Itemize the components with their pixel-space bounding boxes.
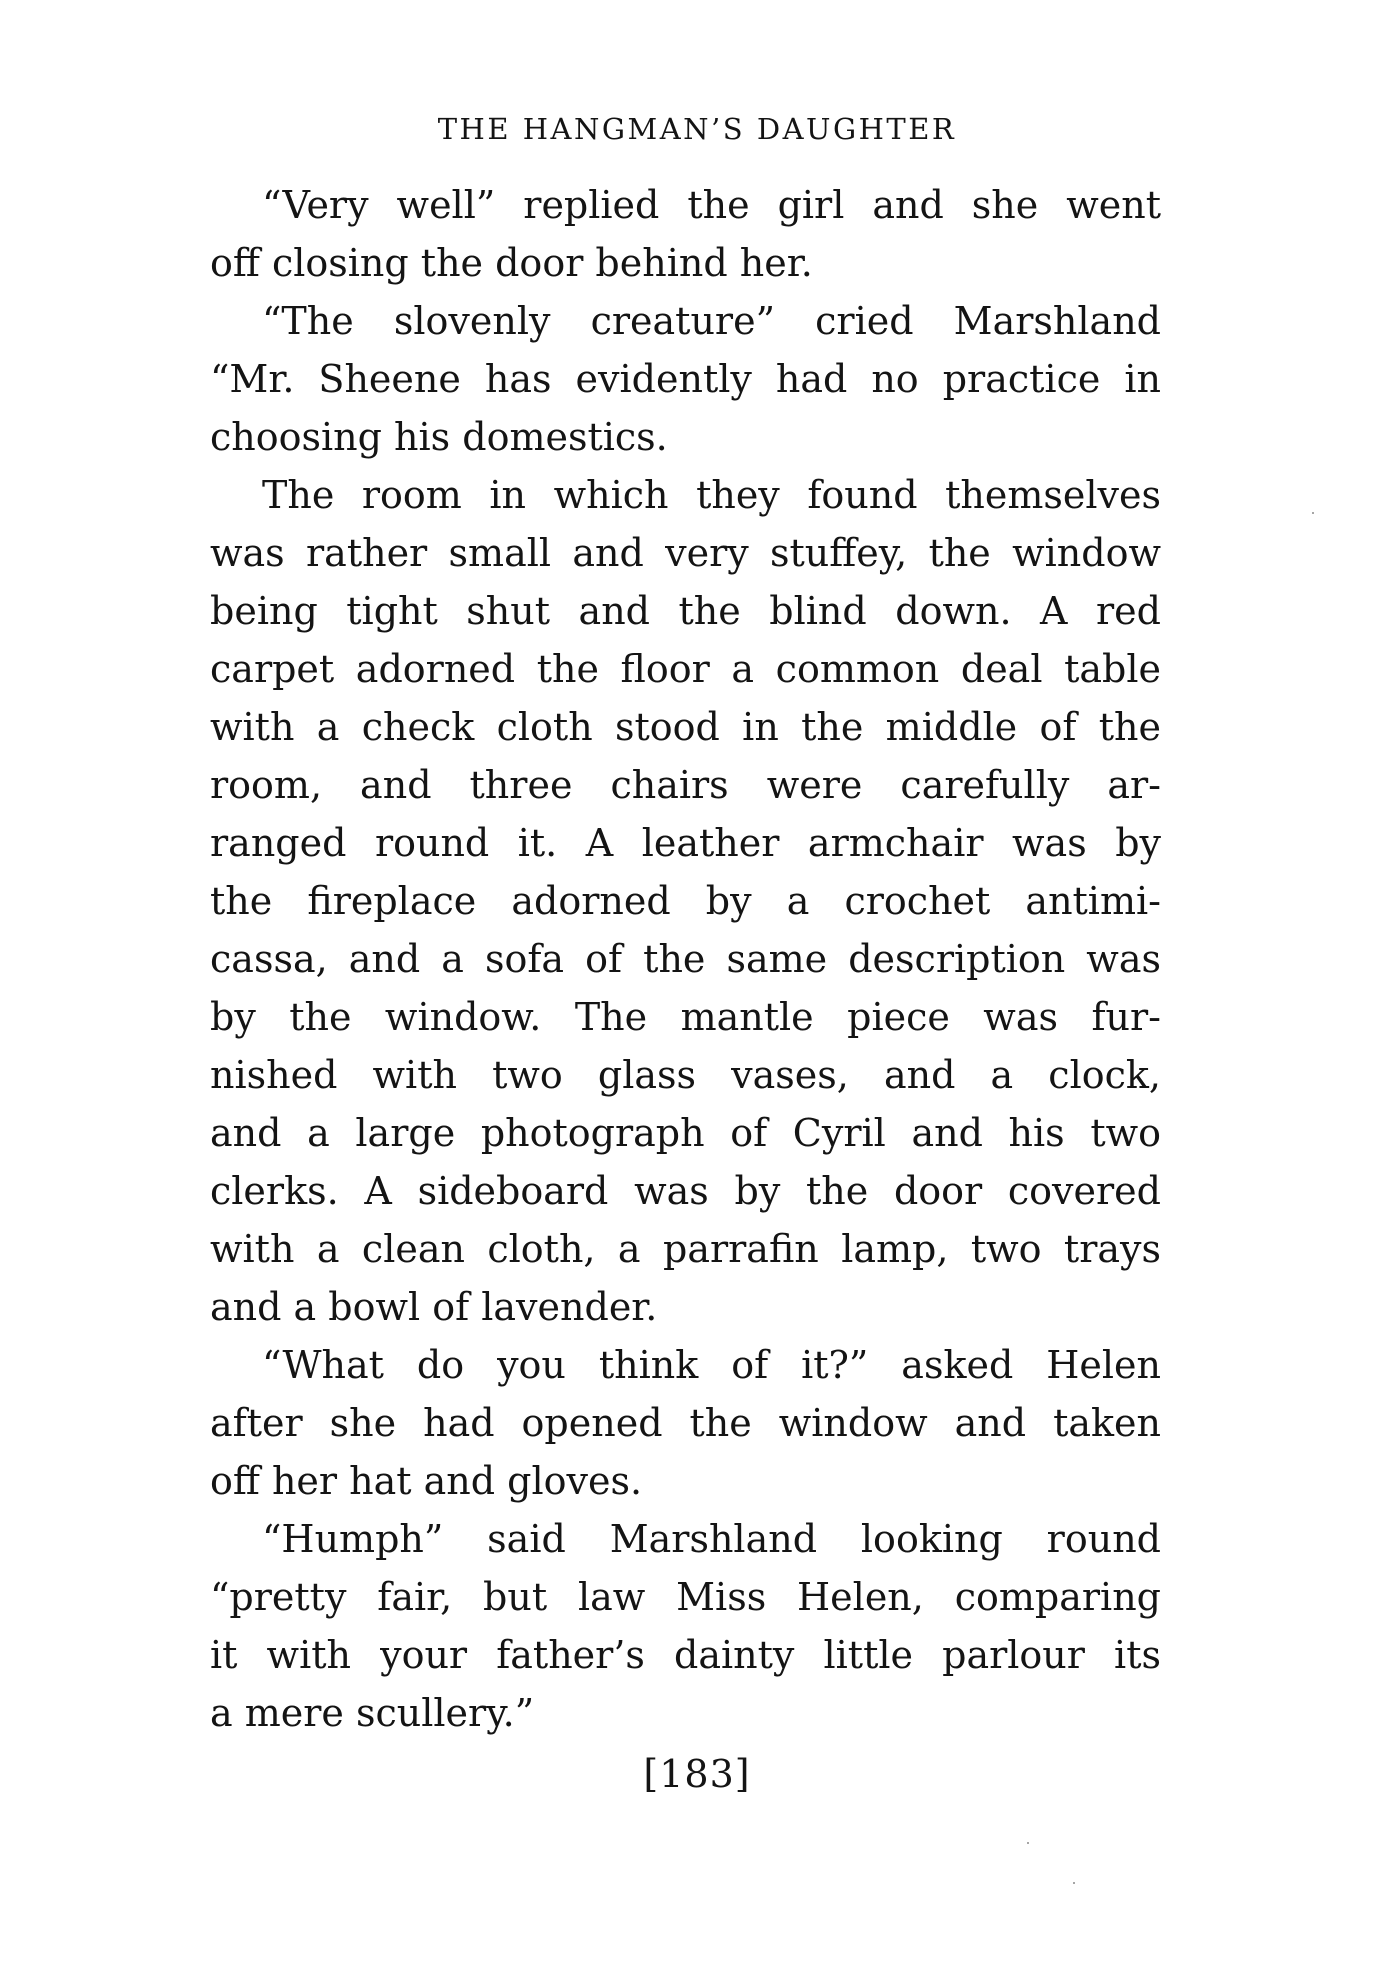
paper-speck — [1073, 1882, 1075, 1884]
text-line: carpet adorned the floor a common deal table — [210, 647, 1161, 691]
paper-speck — [1312, 512, 1314, 514]
text-line: ranged round it. A leather armchair was by — [210, 821, 1161, 865]
text-line: “pretty fair, but law Miss Helen, comparing — [210, 1575, 1161, 1619]
text-line: a mere scullery.” — [210, 1691, 535, 1735]
running-head: THE HANGMAN’S DAUGHTER — [437, 112, 957, 146]
text-line: off closing the door behind her. — [210, 241, 813, 285]
text-line: “Humph” said Marshland looking round — [262, 1517, 1161, 1561]
text-line: “What do you think of it?” asked Helen — [262, 1343, 1161, 1387]
text-line: The room in which they found themselves — [262, 473, 1161, 517]
text-line: and a bowl of lavender. — [210, 1285, 658, 1329]
text-line: choosing his domestics. — [210, 415, 668, 459]
text-line: “Very well” replied the girl and she went — [262, 183, 1161, 227]
text-line: off her hat and gloves. — [210, 1459, 643, 1503]
text-line: nished with two glass vases, and a clock, — [210, 1053, 1161, 1097]
text-line: and a large photograph of Cyril and his two — [210, 1111, 1161, 1155]
text-line: was rather small and very stuffey, the window — [210, 531, 1161, 575]
page-number: [183] — [643, 1752, 751, 1796]
text-line: clerks. A sideboard was by the door covered — [210, 1169, 1161, 1213]
text-line: with a check cloth stood in the middle of the — [210, 705, 1161, 749]
text-line: with a clean cloth, a parrafin lamp, two trays — [210, 1227, 1161, 1271]
text-line: by the window. The mantle piece was fur- — [210, 995, 1161, 1039]
paper-speck — [1027, 1842, 1029, 1844]
text-line: the fireplace adorned by a crochet antimi- — [210, 879, 1161, 923]
text-line: cassa, and a sofa of the same description was — [210, 937, 1161, 981]
text-line: after she had opened the window and taken — [210, 1401, 1161, 1445]
text-line: being tight shut and the blind down. A red — [210, 589, 1161, 633]
body-text — [210, 176, 1161, 1742]
text-line: “Mr. Sheene has evidently had no practice in — [210, 357, 1161, 401]
text-line: room, and three chairs were carefully ar- — [210, 763, 1161, 807]
text-line: it with your father’s dainty little parlour its — [210, 1633, 1161, 1677]
text-line: “The slovenly creature” cried Marshland — [262, 299, 1161, 343]
